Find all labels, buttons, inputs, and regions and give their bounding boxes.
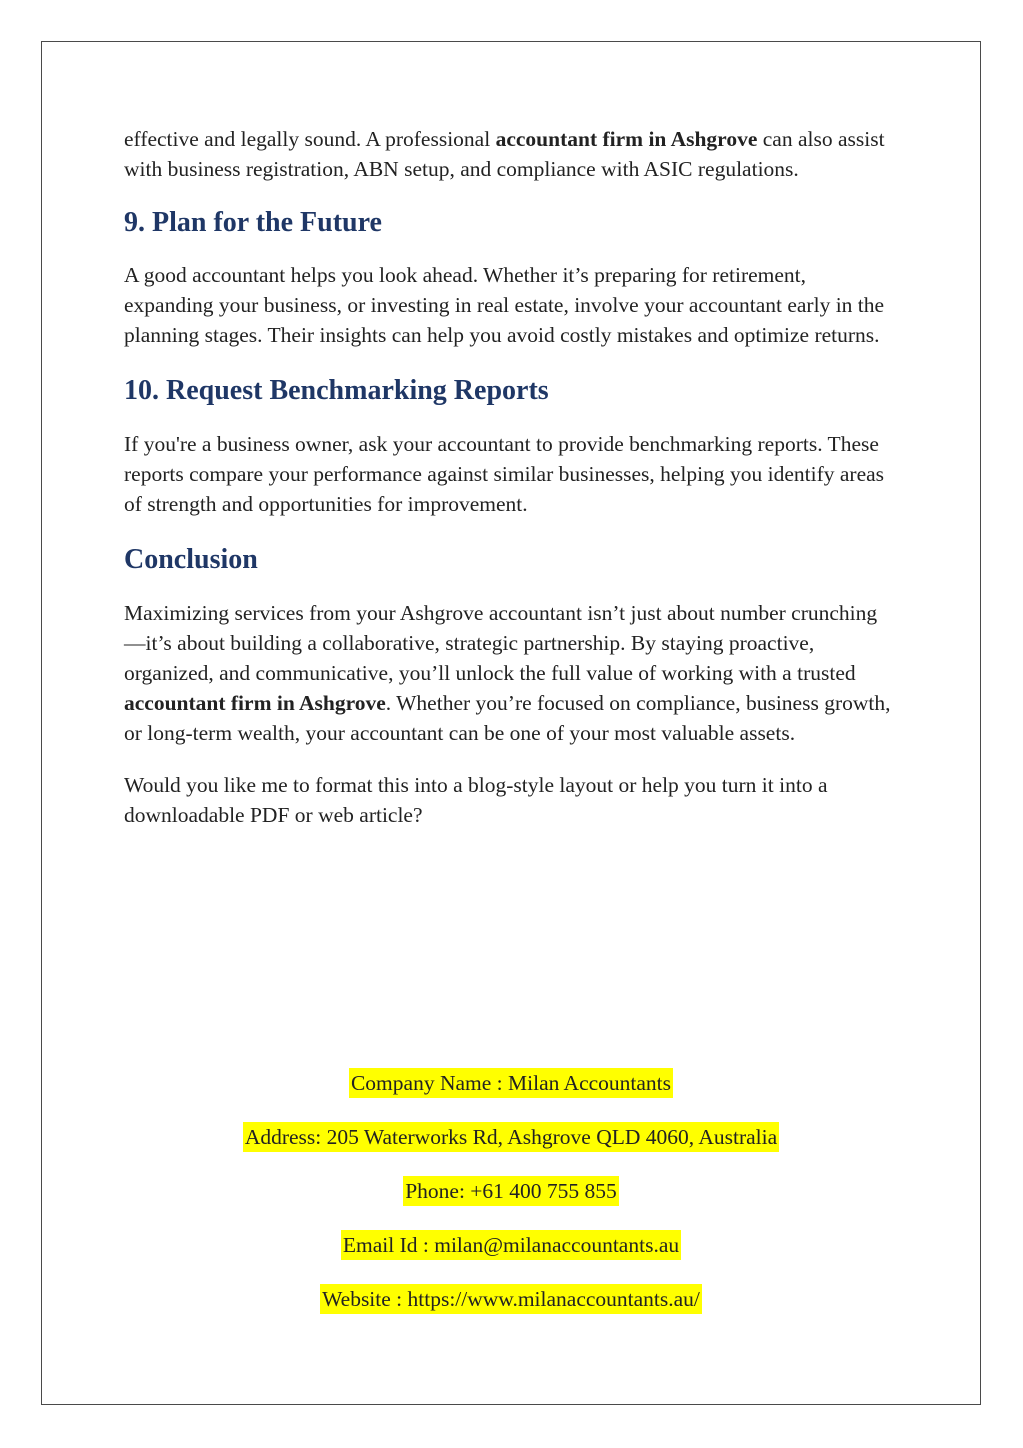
conclusion-keyword: accountant firm in Ashgrove	[124, 691, 386, 715]
intro-text-1: effective and legally sound. A professional	[124, 127, 496, 151]
section-heading-benchmarking: 10. Request Benchmarking Reports	[124, 375, 549, 406]
contact-email: Email Id : milan@milanaccountants.au	[341, 1230, 681, 1260]
intro-paragraph	[124, 124, 894, 184]
section-body-benchmarking: If you're a business owner, ask your accountant to provide benchmarking reports. These reports compare your performance against similar businesses, helping you identify areas of strength and opportunities for improvement.	[124, 432, 885, 516]
section-heading-plan-future: 9. Plan for the Future	[124, 207, 382, 238]
conclusion-text-1: Maximizing services from your Ashgrove accountant isn’t just about number crunching—it’s about building a collaborative, strategic partnership. By staying proactive, organized, and communicative, you’ll unlock the full value of working with a trusted	[124, 601, 878, 685]
contact-email-row	[41, 1230, 981, 1260]
contact-address-row	[41, 1122, 981, 1152]
contact-phone: Phone: +61 400 755 855	[403, 1176, 619, 1206]
section-body-plan-future: A good accountant helps you look ahead. Whether it’s preparing for retirement, expanding your business, or investing in real estate, involve your accountant early in the planning stages. Their insights can help you avoid costly mistakes and optimize returns.	[124, 263, 885, 347]
intro-text-2: can also assist with business registration, ABN setup, and compliance with ASIC regulations.	[124, 127, 885, 181]
intro-keyword: accountant firm in Ashgrove	[495, 127, 758, 151]
conclusion-paragraph	[124, 598, 894, 748]
contact-website: Website : https://www.milanaccountants.au/	[320, 1284, 702, 1314]
section-heading-conclusion: Conclusion	[124, 544, 258, 575]
contact-company: Company Name : Milan Accountants	[349, 1068, 673, 1098]
conclusion-text-2: . Whether you’re focused on compliance, business growth, or long-term wealth, your accountant can be one of your most valuable assets.	[124, 691, 891, 745]
contact-company-row	[41, 1068, 981, 1098]
contact-phone-row	[41, 1176, 981, 1206]
document-body	[124, 124, 894, 830]
contact-website-row	[41, 1284, 981, 1314]
contact-address: Address: 205 Waterworks Rd, Ashgrove QLD 4060, Australia	[243, 1122, 779, 1152]
followup-paragraph: Would you like me to format this into a blog-style layout or help you turn it into a downloadable PDF or web article?	[124, 773, 828, 827]
